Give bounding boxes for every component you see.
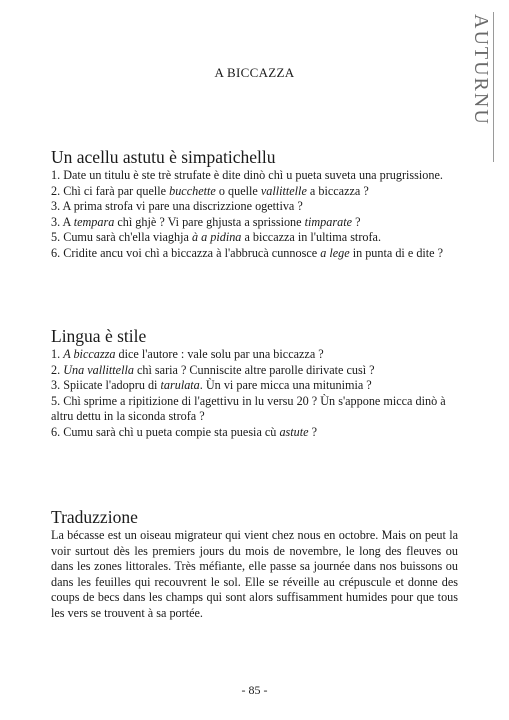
question: 1. Date un titulu è ste trè strufate è dite dinò chì u pueta suveta una prugrissione. [51,168,443,182]
question: 6. Cumu sarà chì u pueta compie sta puesia cù astute ? [51,424,318,439]
side-tab-label: AUTURNU [470,14,492,126]
side-divider [493,12,494,162]
questions-block-2 [51,347,458,440]
section-heading-1: Un acellu astutu è simpatichellu [51,147,276,167]
questions-block-1 [51,168,458,261]
question: 1. A biccazza dice l'autore : vale solu par una biccazza ? [51,347,324,361]
translation-text: La bécasse est un oiseau migrateur qui vient chez nous en octobre. Mais on peut la voir surtout dès les premiers jours du mois de novembre, le long des fleuves ou dans les zones littorales. Très méfiante, elle passe sa journée dans nos buissons ou dans les feuilles qui recouvrent le sol. Elle se réveille au crépuscule et donne des coups de becs dans les champs qui sont alors suffisamment humides pour que tous les vers se trouvent à sa portée. [51,528,458,620]
section-heading-3: Traduzzione [51,507,138,527]
section-heading-2: Lingua è stile [51,326,147,346]
question: 5. Cumu sarà ch'ella viaghja à a pidina a biccazza in l'ultima strofa. [51,230,381,244]
question: 3. A prima strofa vi pare una discrizzione ogettiva ? [51,199,303,213]
question: 2. Una vallittella chì saria ? Cunniscite altre parolle dirivate cusì ? [51,362,375,377]
translation-block [51,528,458,621]
question: 2. Chì ci farà par quelle bucchette o quelle vallittelle a biccazza ? [51,183,369,198]
question: 6. Cridite ancu voi chì a biccazza à l'abbrucà cunnosce a lege in punta di e dite ? [51,245,444,260]
page-number: - 85 - [241,683,268,697]
question: 3. A tempara chì ghjè ? Vi pare ghjusta a sprissione timparate ? [51,214,361,229]
question: 3. Spiicate l'adopru di tarulata. Ùn vi pare micca una mitunimia ? [51,378,372,392]
poem-title: A BICCAZZA [214,65,295,80]
question: 5. Chì sprime a ripitizione di l'agettivu in lu versu 20 ? Ùn s'appone micca dinò à altru dettu in la siconda strofa ? [51,393,446,423]
